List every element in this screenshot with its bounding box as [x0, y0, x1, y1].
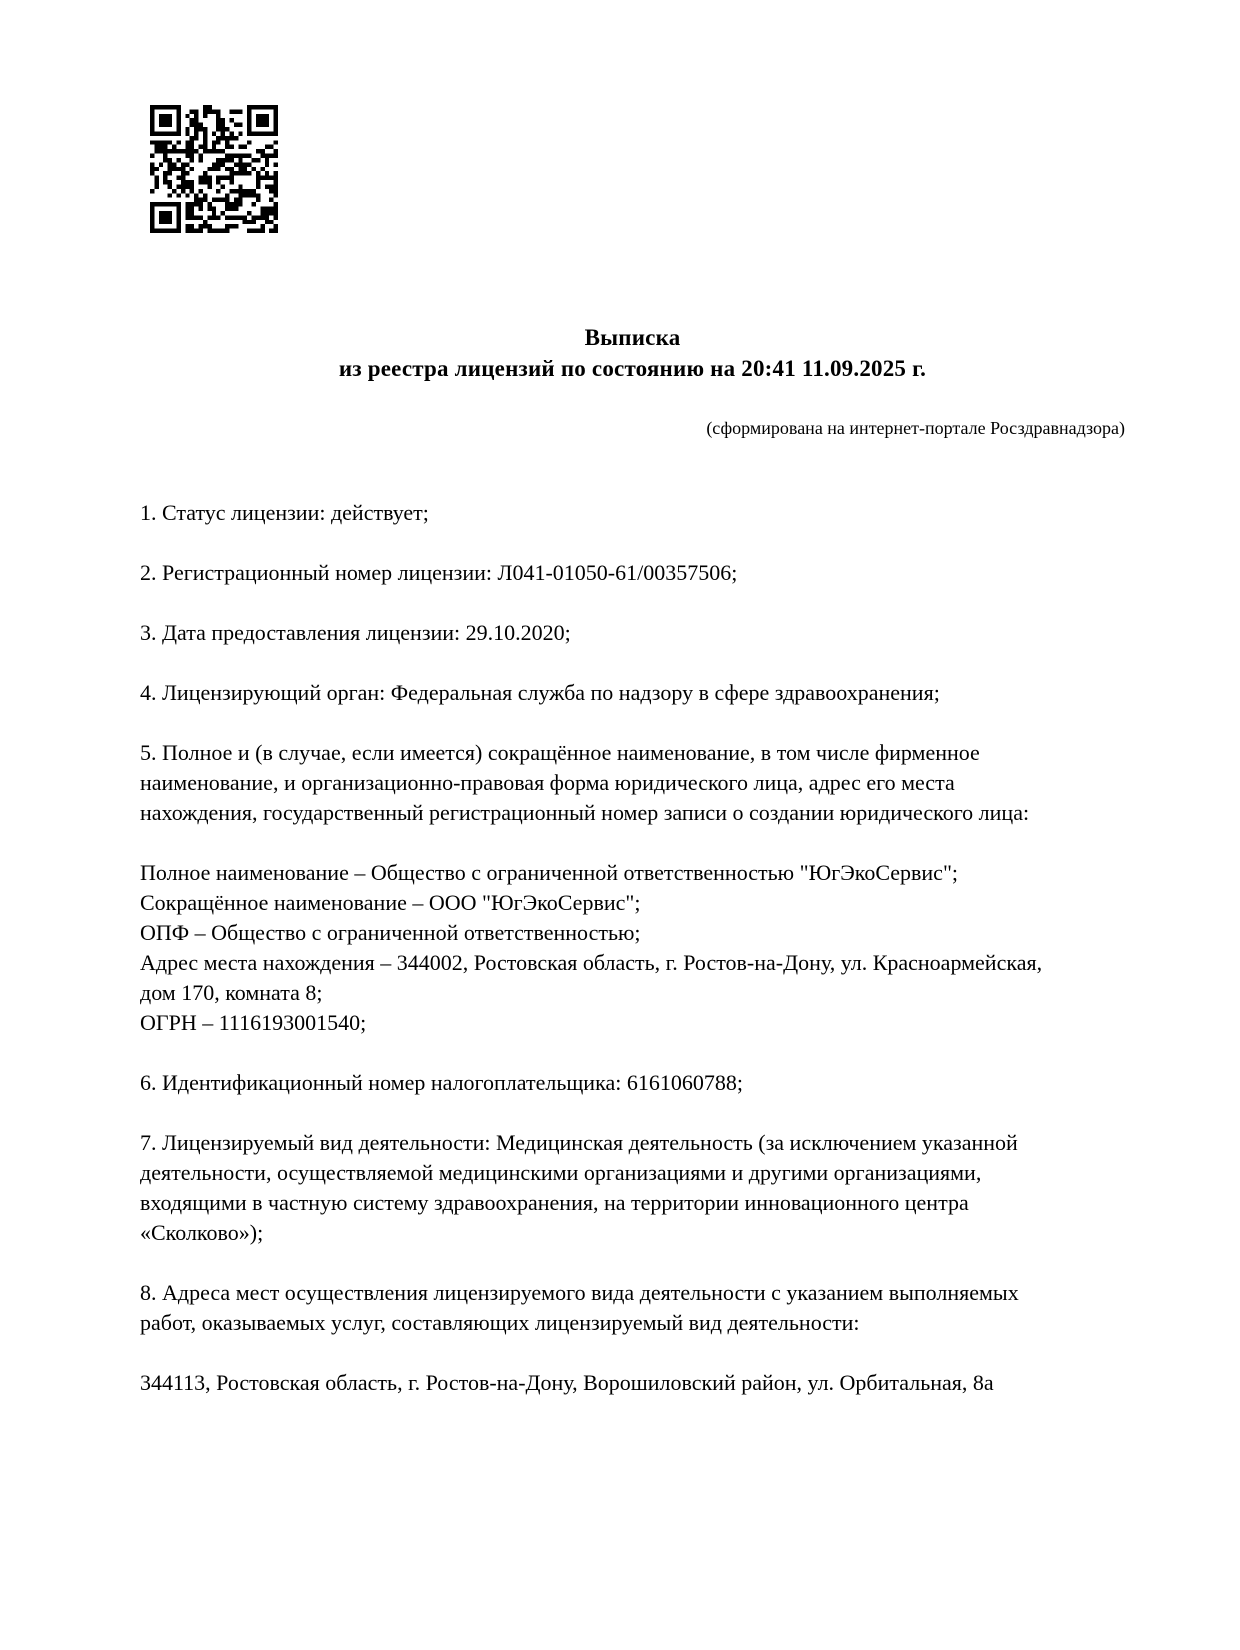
- paragraph-entity-name-heading: [140, 738, 1125, 828]
- text-line: ОПФ – Общество с ограниченной ответственностью;: [140, 920, 641, 945]
- title-line-2: из реестра лицензий по состоянию на 20:41 11.09.2025 г.: [338, 356, 927, 381]
- paragraph-licensed-activity: [140, 1128, 1125, 1248]
- text-line: 1. Статус лицензии: действует;: [140, 500, 429, 525]
- text-line: 5. Полное и (в случае, если имеется) сокращённое наименование, в том числе фирменное: [140, 740, 980, 765]
- text-line: 4. Лицензирующий орган: Федеральная служба по надзору в сфере здравоохранения;: [140, 680, 940, 705]
- text-line: 2. Регистрационный номер лицензии: Л041-01050-61/00357506;: [140, 560, 738, 585]
- paragraph-entity-details: [140, 858, 1125, 1038]
- text-line: работ, оказываемых услуг, составляющих лицензируемый вид деятельности:: [140, 1310, 860, 1335]
- text-line: Полное наименование – Общество с ограниченной ответственностью "ЮгЭкоСервис";: [140, 860, 959, 885]
- title-line-1: Выписка: [584, 325, 681, 350]
- text-line: деятельности, осуществляемой медицинскими организациями и другими организациями,: [140, 1160, 982, 1185]
- paragraph-activity-addresses-heading: [140, 1278, 1125, 1338]
- paragraph-registration-number: [140, 558, 1125, 588]
- paragraph-licensing-authority: [140, 678, 1125, 708]
- document-content: [140, 0, 1125, 1428]
- paragraph-license-status: [140, 498, 1125, 528]
- paragraph-activity-address: [140, 1368, 1125, 1398]
- text-line: дом 170, комната 8;: [140, 980, 323, 1005]
- text-line: Адрес места нахождения – 344002, Ростовская область, г. Ростов-на-Дону, ул. Красноармейская,: [140, 950, 1043, 975]
- text-line: ОГРН – 1116193001540;: [140, 1010, 367, 1035]
- text-line: 6. Идентификационный номер налогоплательщика: 6161060788;: [140, 1070, 743, 1095]
- text-line: 8. Адреса мест осуществления лицензируемого вида деятельности с указанием выполняемых: [140, 1280, 1019, 1305]
- paragraph-taxpayer-number: [140, 1068, 1125, 1098]
- text-line: нахождения, государственный регистрационный номер записи о создании юридического лица:: [140, 800, 1030, 825]
- text-line: 344113, Ростовская область, г. Ростов-на-Дону, Ворошиловский район, ул. Орбитальная, 8а: [140, 1370, 994, 1395]
- document-subtitle: (сформирована на интернет-портале Росздравнадзора): [706, 418, 1125, 438]
- text-line: входящими в частную систему здравоохранения, на территории инновационного центра: [140, 1190, 969, 1215]
- text-line: наименование, и организационно-правовая форма юридического лица, адрес его места: [140, 770, 955, 795]
- text-line: Сокращённое наименование – ООО "ЮгЭкоСервис";: [140, 890, 641, 915]
- text-line: «Сколково»);: [140, 1220, 264, 1245]
- text-line: 3. Дата предоставления лицензии: 29.10.2020;: [140, 620, 571, 645]
- text-line: 7. Лицензируемый вид деятельности: Медицинская деятельность (за исключением указанной: [140, 1130, 1018, 1155]
- document-title: [140, 322, 1125, 384]
- document-body: [140, 498, 1125, 1398]
- paragraph-license-grant-date: [140, 618, 1125, 648]
